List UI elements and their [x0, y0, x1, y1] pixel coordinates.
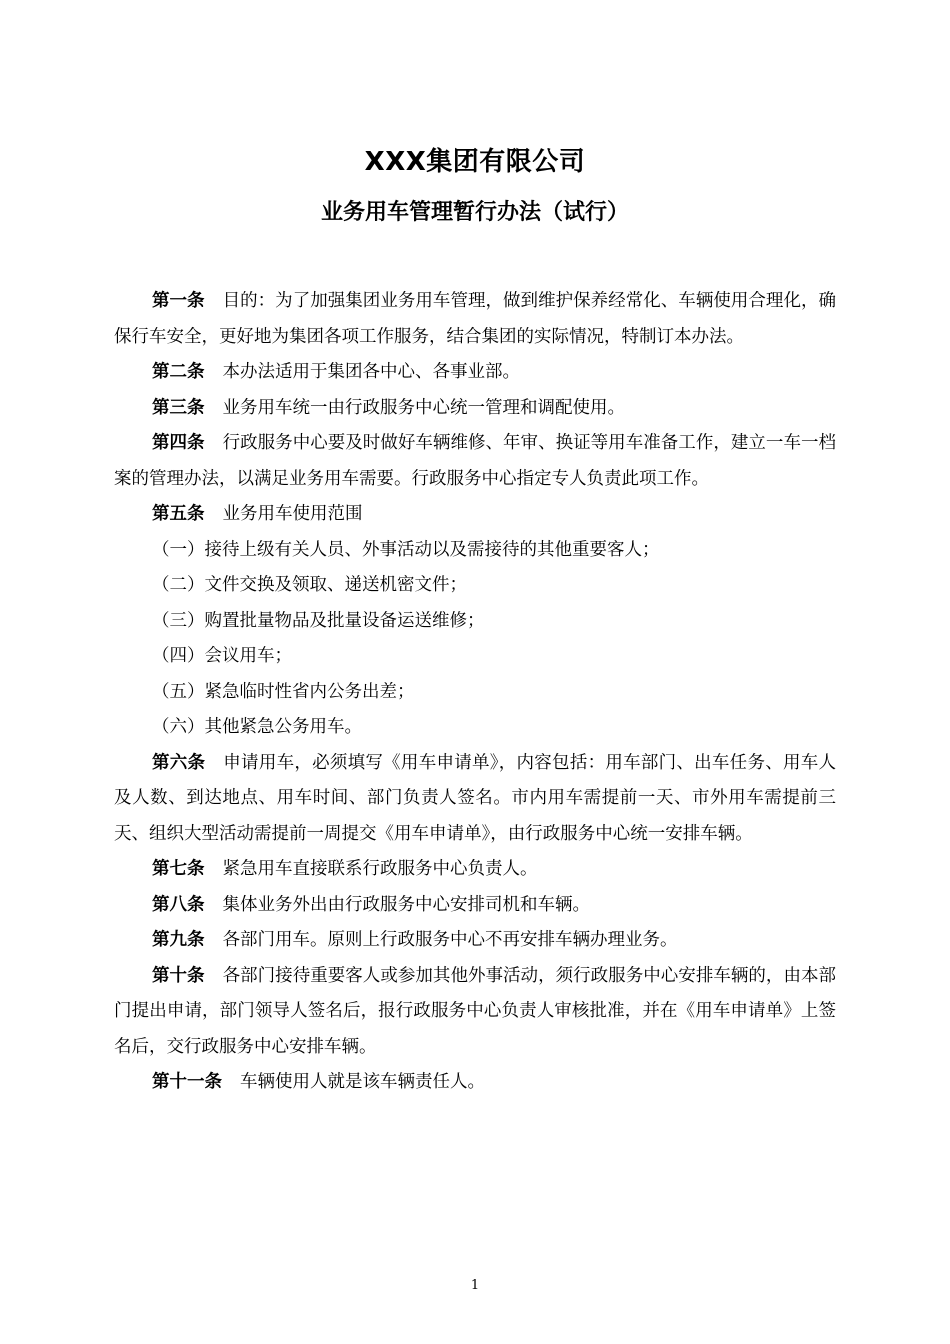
article-9	[114, 923, 836, 959]
page-number: 1	[470, 1278, 480, 1293]
document-title-block	[0, 142, 950, 228]
article-label: 第四条	[152, 433, 205, 453]
scope-item-4: （四）会议用车；	[152, 646, 292, 666]
article-text: 业务用车统一由行政服务中心统一管理和调配使用。	[222, 397, 625, 418]
article-text: 紧急用车直接联系行政服务中心负责人。	[222, 859, 538, 879]
scope-item-6: （六）其他紧急公务用车。	[152, 717, 362, 737]
article-text: 目的：为了加强集团业务用车管理，做到维护保养经常化、车辆使用合理化，确保行车安全，更好地为集团各项工作服务，结合集团的实际情况，特制订本办法。	[114, 291, 837, 347]
document-subtitle: 业务用车管理暂行办法（试行）	[320, 200, 629, 225]
article-label: 第七条	[152, 859, 205, 879]
article-8	[114, 888, 836, 924]
scope-item-3: （三）购置批量物品及批量设备运送维修；	[152, 610, 485, 631]
document-title: XXX集团有限公司	[364, 147, 586, 177]
article-label: 第二条	[152, 362, 205, 382]
document-body	[114, 284, 836, 1101]
scope-item-2: （二）文件交换及领取、递送机密文件；	[152, 575, 467, 595]
article-text: 车辆使用人就是该车辆责任人。	[240, 1072, 485, 1092]
article-11	[114, 1065, 836, 1101]
article-2	[114, 355, 836, 391]
scope-item-1: （一）接待上级有关人员、外事活动以及需接待的其他重要客人；	[152, 539, 660, 560]
article-1	[114, 284, 836, 355]
article-text: 申请用车，必须填写《用车申请单》，内容包括：用车部门、出车任务、用车人及人数、到达地点、用车时间、部门负责人签名。市内用车需提前一天、市外用车需提前三天、组织大型活动需提前一周提交《用车申请单》，由行政服务中心统一安排车辆。	[114, 752, 837, 844]
scope-item-5: （五）紧急临时性省内公务出差；	[152, 681, 415, 702]
article-4	[114, 426, 836, 497]
article-label: 第六条	[152, 752, 206, 773]
article-text: 业务用车使用范围	[222, 504, 363, 524]
article-7	[114, 852, 836, 888]
article-10	[114, 959, 836, 1066]
article-text: 各部门接待重要客人或参加其他外事活动，须行政服务中心安排车辆的，由本部门提出申请，部门领导人签名后，报行政服务中心负责人审核批准，并在《用车申请单》上签名后，交行政服务中心安排车辆。	[114, 965, 837, 1057]
article-3	[114, 391, 836, 427]
article-text: 本办法适用于集团各中心、各事业部。	[222, 362, 520, 382]
article-text: 各部门用车。原则上行政服务中心不再安排车辆办理业务。	[222, 930, 678, 950]
article-6	[114, 746, 836, 853]
article-label: 第九条	[152, 930, 205, 950]
article-text: 行政服务中心要及时做好车辆维修、年审、换证等用车准备工作，建立一车一档案的管理办法，以满足业务用车需要。行政服务中心指定专人负责此项工作。	[114, 433, 837, 489]
article-5	[114, 497, 836, 533]
article-label: 第五条	[152, 504, 205, 524]
article-label: 第三条	[152, 397, 205, 418]
article-label: 第一条	[152, 291, 205, 311]
article-label: 第十一条	[152, 1072, 222, 1092]
article-label: 第八条	[152, 894, 205, 915]
article-label: 第十条	[152, 965, 205, 986]
article-text: 集体业务外出由行政服务中心安排司机和车辆。	[222, 894, 590, 915]
